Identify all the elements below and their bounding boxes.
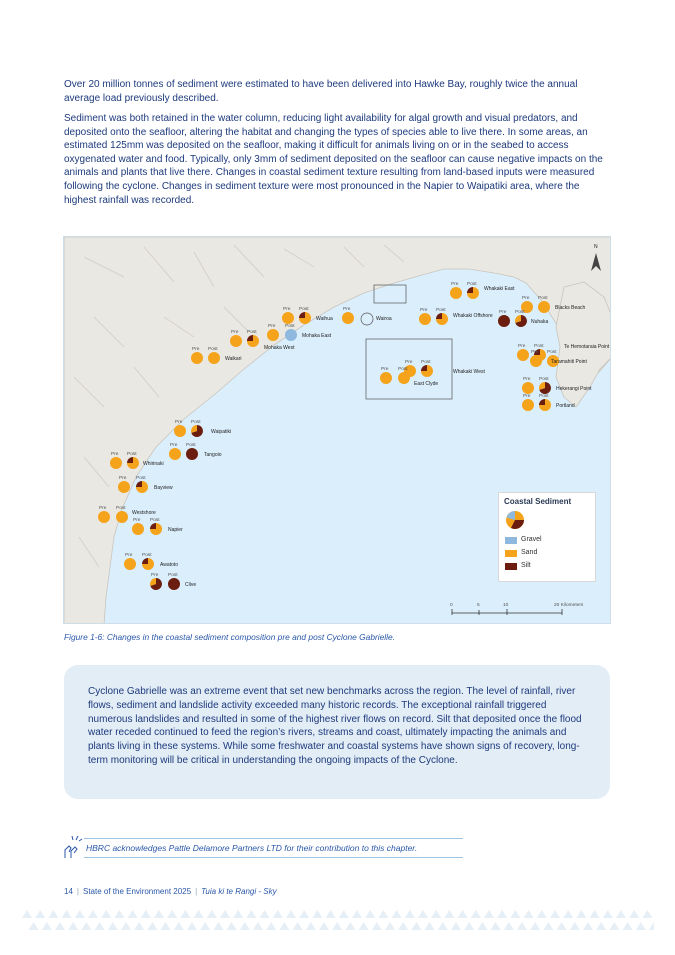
pattern-triangle xyxy=(121,922,131,930)
pattern-triangle xyxy=(141,910,151,918)
pattern-triangle xyxy=(471,910,481,918)
pie-wedge xyxy=(124,558,136,570)
acknowledgement-text: HBRC acknowledges Pattle Delamore Partners LTD for their contribution to this chapter. xyxy=(86,843,418,853)
pie-wedge xyxy=(498,315,510,327)
sediment-pie xyxy=(267,329,279,341)
pattern-triangle xyxy=(187,922,197,930)
pie-wedge xyxy=(282,312,294,324)
site-name: Whakaki East xyxy=(484,286,515,292)
sediment-pie xyxy=(515,315,527,327)
pre-label: Pre xyxy=(192,347,200,352)
gravel-swatch xyxy=(505,537,517,544)
site-name: Mohaka East xyxy=(302,333,332,339)
sediment-pie xyxy=(191,425,203,437)
site-name: Waipatiki xyxy=(211,429,232,435)
scale-tick: 0 xyxy=(450,603,453,608)
pattern-triangle xyxy=(352,910,362,918)
scale-bar xyxy=(450,602,584,615)
sediment-pie xyxy=(342,312,354,324)
pattern-triangle xyxy=(55,922,65,930)
site-name: Nuhaka xyxy=(531,319,549,325)
sediment-pie xyxy=(174,425,186,437)
pattern-triangle xyxy=(418,910,428,918)
sediment-pie xyxy=(132,523,144,535)
sediment-pie xyxy=(398,372,410,384)
pattern-triangle xyxy=(563,910,573,918)
pie-wedge xyxy=(522,399,534,411)
pie-wedge xyxy=(168,578,180,590)
site-name: Mohaka West xyxy=(264,345,295,351)
pre-label: Pre xyxy=(523,377,531,382)
pattern-triangle xyxy=(194,910,204,918)
sediment-map xyxy=(63,236,611,624)
legend-label: Silt xyxy=(521,562,531,569)
site-name: Portland xyxy=(556,403,575,409)
sediment-pie xyxy=(538,301,550,313)
post-label: Post xyxy=(127,452,137,457)
sediment-paragraph: Sediment was both retained in the water column, reducing light availability for algal growth and visual predators, and deposited onto the seafloor, altering the habitat and changing the types of species able to live there. In some areas, an estimated 125mm was deposited on the seafloor, making it difficult for animals living on or in the seabed to access oxygenated water and food. Typically, only 3mm of sediment deposited on the seafloor can cause negative impacts on the animals and plants that live there. Changes in coastal sediment texture resulting from land-based inputs were measured following the cyclone. Changes in sediment texture were most pronounced in the Napier to Waipatiki area, where the highest rainfall was recorded. xyxy=(64,113,603,206)
pie-wedge xyxy=(467,287,473,293)
pre-label: Pre xyxy=(111,452,119,457)
pie-wedge xyxy=(230,335,242,347)
hands-icon xyxy=(61,834,83,860)
pre-label: Pre xyxy=(125,553,133,558)
pattern-triangle xyxy=(524,910,534,918)
pre-label: Pre xyxy=(133,518,141,523)
post-label: Post xyxy=(539,377,549,382)
site-name: Taramahiti Point xyxy=(551,359,587,365)
pre-label: Pre xyxy=(499,310,507,315)
figure-caption: Figure 1-6: Changes in the coastal sediment composition pre and post Cyclone Gabrielle. xyxy=(64,632,395,642)
pattern-triangle xyxy=(464,922,474,930)
site-name: Waihua xyxy=(316,316,333,322)
pre-label: Pre xyxy=(175,420,183,425)
pattern-triangle xyxy=(88,910,98,918)
pre-label: Pre xyxy=(99,506,107,511)
pattern-triangle xyxy=(425,922,435,930)
pattern-triangle xyxy=(293,922,303,930)
sediment-pie xyxy=(299,312,311,324)
pattern-triangle xyxy=(590,910,600,918)
pattern-triangle xyxy=(484,910,494,918)
pattern-triangle xyxy=(365,910,375,918)
pie-wedge xyxy=(539,399,545,405)
pattern-triangle xyxy=(378,910,388,918)
sediment-pie xyxy=(186,448,198,460)
pattern-triangle xyxy=(623,922,633,930)
north-label: N xyxy=(594,244,598,250)
pie-wedge xyxy=(174,425,186,437)
pattern-triangle xyxy=(253,922,263,930)
pre-label: Pre xyxy=(151,573,159,578)
post-label: Post xyxy=(136,476,146,481)
sediment-pie xyxy=(191,352,203,364)
scale-tick: 20 Kilometers xyxy=(554,603,584,608)
site-name: Whakaki Offshore xyxy=(453,313,493,319)
pattern-triangle xyxy=(458,910,468,918)
pattern-triangle xyxy=(504,922,514,930)
sediment-pie xyxy=(208,352,220,364)
scale-tick: 5 xyxy=(477,603,480,608)
pattern-triangle xyxy=(332,922,342,930)
post-label: Post xyxy=(539,394,549,399)
post-label: Post xyxy=(247,330,257,335)
sediment-pie xyxy=(116,511,128,523)
sediment-pie xyxy=(467,287,479,299)
pre-label: Pre xyxy=(170,443,178,448)
sediment-pie xyxy=(522,399,534,411)
post-label: Post xyxy=(285,324,295,329)
pattern-triangle xyxy=(167,910,177,918)
site-name: Westshore xyxy=(132,510,156,516)
pre-label: Pre xyxy=(231,330,239,335)
site-name: Whirinaki xyxy=(143,461,164,467)
site-name: Awatoto xyxy=(160,562,178,568)
pattern-triangle xyxy=(101,910,111,918)
pattern-triangle xyxy=(629,910,639,918)
site-name: East Clyde xyxy=(414,381,439,387)
pattern-triangle xyxy=(603,910,613,918)
post-label: Post xyxy=(515,310,525,315)
pattern-triangle xyxy=(385,922,395,930)
pattern-triangle xyxy=(543,922,553,930)
pattern-triangle xyxy=(207,910,217,918)
sediment-pie xyxy=(127,457,139,469)
pattern-triangle xyxy=(609,922,619,930)
pattern-triangle xyxy=(200,922,210,930)
pattern-triangle xyxy=(81,922,91,930)
site-name: Clive xyxy=(185,582,197,588)
pattern-triangle xyxy=(161,922,171,930)
sediment-pie xyxy=(142,558,154,570)
pattern-triangle xyxy=(477,922,487,930)
pattern-triangle xyxy=(227,922,237,930)
pre-label: Pre xyxy=(522,296,530,301)
pattern-triangle xyxy=(266,922,276,930)
pre-label: Pre xyxy=(451,282,459,287)
sediment-pie xyxy=(419,313,431,325)
pattern-triangle xyxy=(246,910,256,918)
page-number: 14 xyxy=(64,887,73,896)
pie-wedge xyxy=(517,349,529,361)
pattern-triangle xyxy=(497,910,507,918)
pre-label: Pre xyxy=(420,308,428,313)
silt-swatch xyxy=(505,563,517,570)
pattern-triangle xyxy=(517,922,527,930)
pattern-triangle xyxy=(398,922,408,930)
pattern-triangle xyxy=(312,910,322,918)
map-legend xyxy=(498,492,596,582)
post-label: Post xyxy=(547,350,557,355)
pattern-triangle xyxy=(339,910,349,918)
post-label: Post xyxy=(538,296,548,301)
post-label: Post xyxy=(299,307,309,312)
post-label: Post xyxy=(208,347,218,352)
pre-label: Pre xyxy=(283,307,291,312)
pie-wedge xyxy=(110,457,122,469)
pattern-triangle xyxy=(411,922,421,930)
sediment-pie xyxy=(110,457,122,469)
pie-wedge xyxy=(285,329,297,341)
sediment-pie xyxy=(282,312,294,324)
site-name: Te Hemotaraia Point xyxy=(564,344,610,350)
intro-paragraph: Over 20 million tonnes of sediment were estimated to have been delivered into Hawke Bay, roughly twice the annual average load previously described. xyxy=(64,79,578,104)
sediment-pie xyxy=(230,335,242,347)
sediment-pie xyxy=(98,511,110,523)
pie-wedge xyxy=(522,382,534,394)
pattern-triangle xyxy=(233,910,243,918)
pattern-triangle xyxy=(326,910,336,918)
pre-label: Pre xyxy=(381,367,389,372)
pre-label: Pre xyxy=(531,350,539,355)
post-label: Post xyxy=(398,367,408,372)
site-name: Bayview xyxy=(154,485,173,491)
pie-wedge xyxy=(150,523,156,529)
pre-label: Pre xyxy=(119,476,127,481)
sediment-pie xyxy=(168,578,180,590)
pattern-triangle xyxy=(438,922,448,930)
pre-label: Pre xyxy=(343,307,351,312)
page-footer: 14 | State of the Environment 2025 | Tuia ki te Rangi - Sky xyxy=(64,887,277,896)
pie-wedge xyxy=(530,355,542,367)
pattern-triangle xyxy=(286,910,296,918)
pattern-triangle xyxy=(530,922,540,930)
pattern-triangle xyxy=(451,922,461,930)
section-title: Tuia ki te Rangi - Sky xyxy=(201,887,277,896)
site-name: Tangoio xyxy=(204,452,222,458)
sediment-pie xyxy=(136,481,148,493)
pattern-triangle xyxy=(279,922,289,930)
pattern-triangle xyxy=(174,922,184,930)
legend-label: Gravel xyxy=(521,536,542,543)
callout-box xyxy=(64,665,610,799)
post-label: Post xyxy=(534,344,544,349)
pattern-triangle xyxy=(392,910,402,918)
pattern-triangle xyxy=(636,922,646,930)
pattern-triangle xyxy=(583,922,593,930)
post-label: Post xyxy=(421,360,431,365)
sediment-pie xyxy=(118,481,130,493)
pattern-triangle xyxy=(68,922,78,930)
pie-wedge xyxy=(450,287,462,299)
post-label: Post xyxy=(142,553,152,558)
wairoa-ring xyxy=(361,313,373,325)
pattern-triangle xyxy=(114,910,124,918)
pattern-triangle xyxy=(431,910,441,918)
pattern-triangle xyxy=(62,910,72,918)
post-label: Post xyxy=(467,282,477,287)
sediment-pie xyxy=(124,558,136,570)
pattern-triangle xyxy=(306,922,316,930)
pattern-triangle xyxy=(557,922,567,930)
scale-tick: 10 xyxy=(503,603,509,608)
post-label: Post xyxy=(168,573,178,578)
sediment-pie xyxy=(247,335,259,347)
pattern-triangle xyxy=(48,910,58,918)
pattern-triangle xyxy=(35,910,45,918)
pie-wedge xyxy=(421,365,427,371)
pattern-triangle xyxy=(649,922,654,930)
pie-wedge xyxy=(208,352,220,364)
pattern-triangle xyxy=(29,922,39,930)
pattern-triangle xyxy=(405,910,415,918)
pattern-triangle xyxy=(147,922,157,930)
sediment-pie xyxy=(436,313,448,325)
pie-wedge xyxy=(191,352,203,364)
pattern-triangle xyxy=(372,922,382,930)
pie-wedge xyxy=(267,329,279,341)
pie-wedge xyxy=(380,372,392,384)
pattern-triangle xyxy=(616,910,626,918)
sediment-pie xyxy=(421,365,433,377)
sediment-pie xyxy=(530,355,542,367)
publication-title: State of the Environment 2025 xyxy=(82,887,192,896)
pattern-triangle xyxy=(180,910,190,918)
pattern-triangle xyxy=(319,922,329,930)
pattern-triangle xyxy=(134,922,144,930)
legend-label: Sand xyxy=(521,549,538,556)
pattern-triangle xyxy=(128,910,138,918)
pie-wedge xyxy=(342,312,354,324)
pattern-triangle xyxy=(42,922,52,930)
pie-wedge xyxy=(132,523,144,535)
pattern-triangle xyxy=(359,922,369,930)
decorative-pattern xyxy=(22,908,654,938)
pre-label: Pre xyxy=(268,324,276,329)
pre-label: Pre xyxy=(405,360,413,365)
sediment-pie xyxy=(498,315,510,327)
pattern-triangle xyxy=(75,910,85,918)
site-name: Napier xyxy=(168,527,183,533)
pattern-triangle xyxy=(260,910,270,918)
legend-example-pie xyxy=(505,510,525,530)
site-name: Whakaki West xyxy=(453,369,485,375)
pattern-triangle xyxy=(273,910,283,918)
site-name: Hekerangi Point xyxy=(556,386,592,392)
post-label: Post xyxy=(191,420,201,425)
post-label: Post xyxy=(186,443,196,448)
sediment-pie xyxy=(150,578,162,590)
post-label: Post xyxy=(436,308,446,313)
sediment-pie xyxy=(169,448,181,460)
sediment-pie xyxy=(285,329,297,341)
pattern-triangle xyxy=(345,922,355,930)
pattern-triangle xyxy=(299,910,309,918)
site-name: Waikari xyxy=(225,356,242,362)
pattern-triangle xyxy=(576,910,586,918)
pie-wedge xyxy=(538,301,550,313)
post-label: Post xyxy=(150,518,160,523)
pie-wedge xyxy=(186,448,198,460)
post-label: Post xyxy=(116,506,126,511)
pattern-triangle xyxy=(22,910,32,918)
pattern-triangle xyxy=(550,910,560,918)
pattern-triangle xyxy=(537,910,547,918)
pre-label: Pre xyxy=(518,344,526,349)
sediment-pie xyxy=(450,287,462,299)
pattern-triangle xyxy=(510,910,520,918)
pattern-triangle xyxy=(491,922,501,930)
sediment-pie xyxy=(380,372,392,384)
pie-wedge xyxy=(136,481,142,487)
sediment-pie xyxy=(150,523,162,535)
site-name: Blacks Beach xyxy=(555,305,586,311)
pie-wedge xyxy=(419,313,431,325)
sediment-pie xyxy=(517,349,529,361)
pattern-triangle xyxy=(95,922,105,930)
pattern-triangle xyxy=(220,910,230,918)
acknowledgement-bar xyxy=(84,838,463,858)
pattern-triangle xyxy=(596,922,606,930)
sediment-pie xyxy=(539,399,551,411)
sand-swatch xyxy=(505,550,517,557)
legend-title: Coastal Sediment xyxy=(504,497,572,506)
pattern-triangle xyxy=(213,922,223,930)
pre-label: Pre xyxy=(523,394,531,399)
pie-wedge xyxy=(118,481,130,493)
pie-wedge xyxy=(169,448,181,460)
callout-text: Cyclone Gabrielle was an extreme event that set new benchmarks across the region. The level of rainfall, river flows, sediment and landslide activity exceeded many historic records. The exceptional rainfall triggered numerous landslides and resulted in some of the highest river flows on record. Silt that deposited once the flood water receded continued to feed the region’s rivers, streams and coast, ultimately impacting the animals and plants living in these systems. While some freshwater and coastal systems have shown signs of recovery, long-term monitoring will be critical in understanding the ongoing impacts of the Cyclone. xyxy=(88,686,582,766)
pattern-triangle xyxy=(444,910,454,918)
pie-wedge xyxy=(436,313,442,319)
pie-wedge xyxy=(142,558,148,564)
pie-wedge xyxy=(116,511,128,523)
pie-wedge xyxy=(98,511,110,523)
pattern-triangle xyxy=(154,910,164,918)
pattern-triangle xyxy=(570,922,580,930)
pattern-triangle xyxy=(240,922,250,930)
pattern-triangle xyxy=(108,922,118,930)
pattern-triangle xyxy=(642,910,652,918)
pie-wedge xyxy=(398,372,410,384)
sediment-pie xyxy=(539,382,551,394)
sediment-pie xyxy=(522,382,534,394)
site-name: Wairoa xyxy=(376,316,392,322)
